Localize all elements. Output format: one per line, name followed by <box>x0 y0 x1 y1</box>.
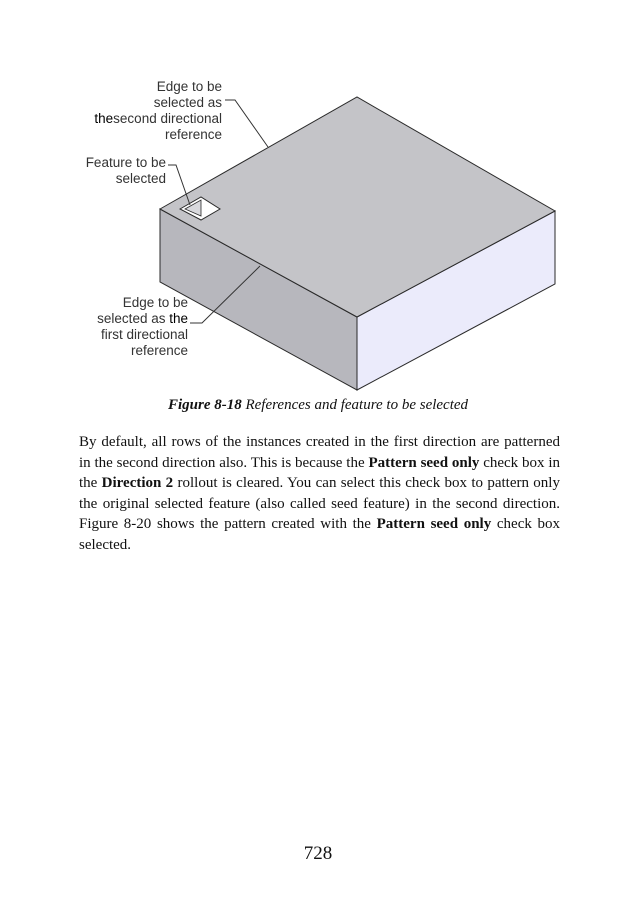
page-number: 728 <box>303 843 333 864</box>
callout-first-edge: Edge to be selected as the first directional reference <box>97 295 188 358</box>
figure-caption-text: References and feature to be selected <box>241 397 469 413</box>
leader-second-edge <box>225 100 268 147</box>
callout-second-edge: Edge to be selected as thesecond directional reference <box>94 79 222 142</box>
figure-8-18 <box>70 75 570 395</box>
callout-feature: Feature to be selected <box>85 155 166 186</box>
figure-label: Figure 8-18 <box>167 397 242 413</box>
body-paragraph: By default, all rows of the instances created in the first direction are patterned in the second direction also. This is because the Pattern seed only check box in the Direction 2 rollout is cleared. You can select this check box to pattern only the original selected feature (also called seed feature) in the second direction. Figure 8-20 shows the pattern created with the Pattern seed only check box selected. <box>79 434 561 553</box>
figure-caption <box>0 397 636 414</box>
